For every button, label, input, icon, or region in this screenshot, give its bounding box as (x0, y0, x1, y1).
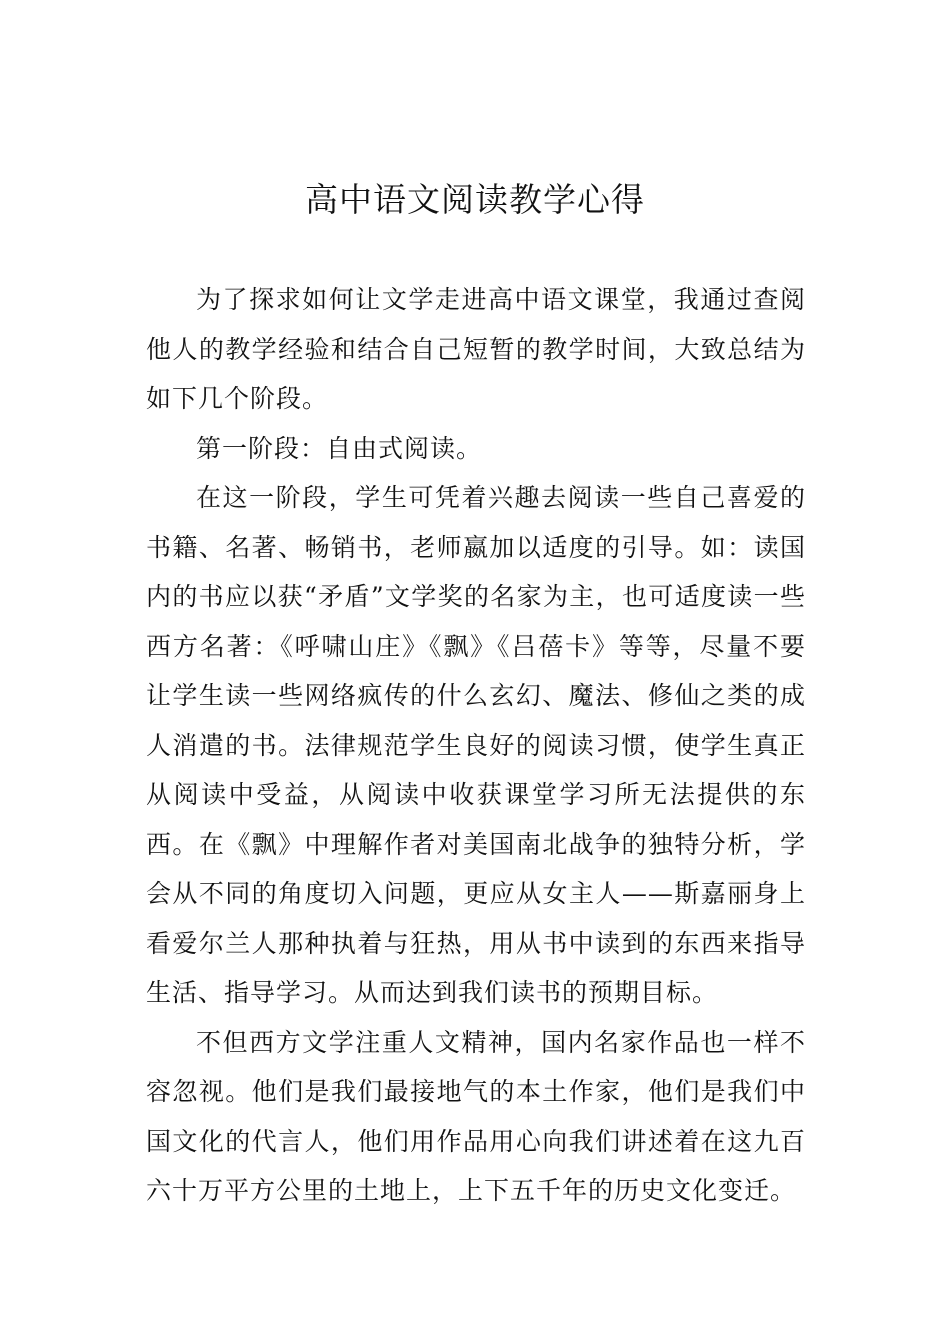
paragraph-stage-one-detail: 在这一阶段，学生可凭着兴趣去阅读一些自己喜爱的书籍、名著、畅销书，老师嬴加以适度的引导。如：读国内的书应以获“矛盾”文学奖的名家为主，也可适度读一些西方名著：《呼啸山庄》《飘》《吕蓓卡》等等，尽量不要让学生读一些网络疯传的什么玄幻、魔法、修仙之类的成人消遣的书。法律规范学生良好的阅读习惯，使学生真正从阅读中受益，从阅读中收获课堂学习所无法提供的东西。在《飘》中理解作者对美国南北战争的独特分析，学会从不同的角度切入问题，更应从女主人——斯嘉丽身上看爱尔兰人那种执着与狂热，用从书中读到的东西来指导生活、指导学习。从而达到我们读书的预期目标。 (146, 483, 806, 1007)
paragraph-stage-one-heading: 第一阶段：自由式阅读。 (196, 433, 483, 463)
paragraph-domestic-works: 不但西方文学注重人文精神，国内名家作品也一样不容忽视。他们是我们最接地气的本土作家，他们是我们中国文化的代言人，他们用作品用心向我们讲述着在这九百六十万平方公里的土地上，上下五千年的历史文化变迁。 (146, 1027, 806, 1205)
document-body (146, 275, 806, 1216)
paragraph-intro: 为了探求如何让文学走进高中语文课堂，我通过查阅他人的教学经验和结合自己短暂的教学时间，大致总结为如下几个阶段。 (146, 285, 806, 413)
document-title: 高中语文阅读教学心得 (305, 180, 645, 219)
